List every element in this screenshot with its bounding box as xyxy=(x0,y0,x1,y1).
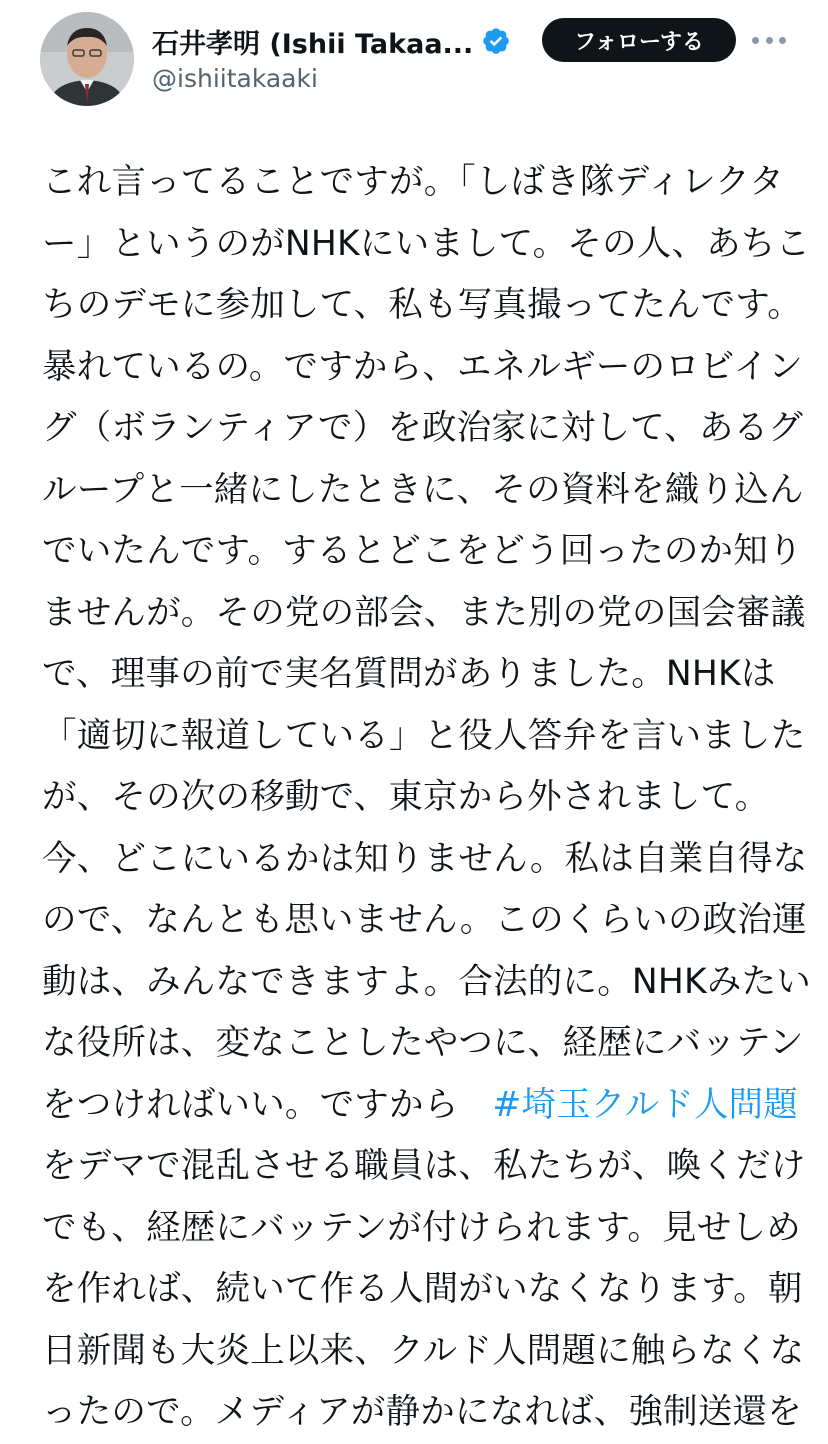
tweet-line: な役所は、変なことしたやつに、経歴にバッテン xyxy=(42,1023,804,1063)
follow-button[interactable]: フォローする xyxy=(542,18,736,62)
tweet-line: をデマで混乱させる職員は、私たちが、喚くだけ xyxy=(42,1146,806,1186)
tweet-line: を作れば、続いて作る人間がいなくなります。朝 xyxy=(42,1269,803,1309)
tweet-line-with-hashtag xyxy=(42,1075,802,1137)
user-handle[interactable]: @ishiitakaaki xyxy=(152,64,318,93)
tweet-line: グ（ボランティアで）を政治家に対して、あるグ xyxy=(42,408,803,448)
profile-name-block xyxy=(152,22,532,93)
more-dot xyxy=(752,37,759,44)
tweet-line: ちのデモに参加して、私も写真撮ってたんです。 xyxy=(42,285,802,325)
tweet-line: これ言ってることですが。「しばき隊ディレクタ xyxy=(42,162,785,202)
more-options-icon[interactable] xyxy=(752,28,786,52)
tweet-line: ループと一緒にしたときに、その資料を織り込ん xyxy=(42,469,804,510)
tweet-line: 日新聞も大炎上以来、クルド人問題に触らなくな xyxy=(42,1330,805,1371)
tweet-line: 今、どこにいるかは知りません。私は自業自得な xyxy=(42,838,808,879)
tweet-line: で、理事の前で実名質問がありました。NHKは xyxy=(42,654,776,694)
more-dot xyxy=(766,37,773,44)
tweet-line: 動は、みんなできますよ。合法的に。NHKみたい xyxy=(42,961,811,1002)
tweet-line: 「適切に報道している」と役人答弁を言いました xyxy=(42,715,806,756)
tweet-line: でいたんです。するとどこをどう回ったのか知り xyxy=(42,531,803,571)
verified-badge-icon[interactable] xyxy=(481,26,511,56)
tweet-line: が、その次の移動で、東京から外されまして。 xyxy=(42,777,770,817)
tweet-line: でも、経歴にバッテンが付けられます。見せしめ xyxy=(42,1207,801,1248)
tweet-text-segment: をつければいい。ですから xyxy=(42,1084,459,1125)
hashtag-link[interactable]: #埼玉クルド人問題 xyxy=(492,1084,799,1125)
tweet-line: ので、なんとも思いません。このくらいの政治運 xyxy=(42,900,807,940)
display-name[interactable]: 石井孝明 (Ishii Takaa... xyxy=(152,28,474,60)
tweet-line: ー」というのがNHKにいまして。その人、あちこ xyxy=(42,223,811,264)
tweet-line: 暴れているの。ですから、エネルギーのロビイン xyxy=(42,346,803,387)
tweet-header xyxy=(0,0,828,120)
tweet-line: ませんが。その党の部会、また別の党の国会審議 xyxy=(42,592,806,633)
avatar[interactable] xyxy=(40,12,134,106)
profile-photo-icon xyxy=(40,12,134,106)
more-dot xyxy=(779,37,786,44)
tweet-line: ったので。メディアが静かになれば、強制送還を xyxy=(42,1392,802,1432)
display-name-row xyxy=(152,22,532,60)
tweet-text xyxy=(42,152,811,1444)
